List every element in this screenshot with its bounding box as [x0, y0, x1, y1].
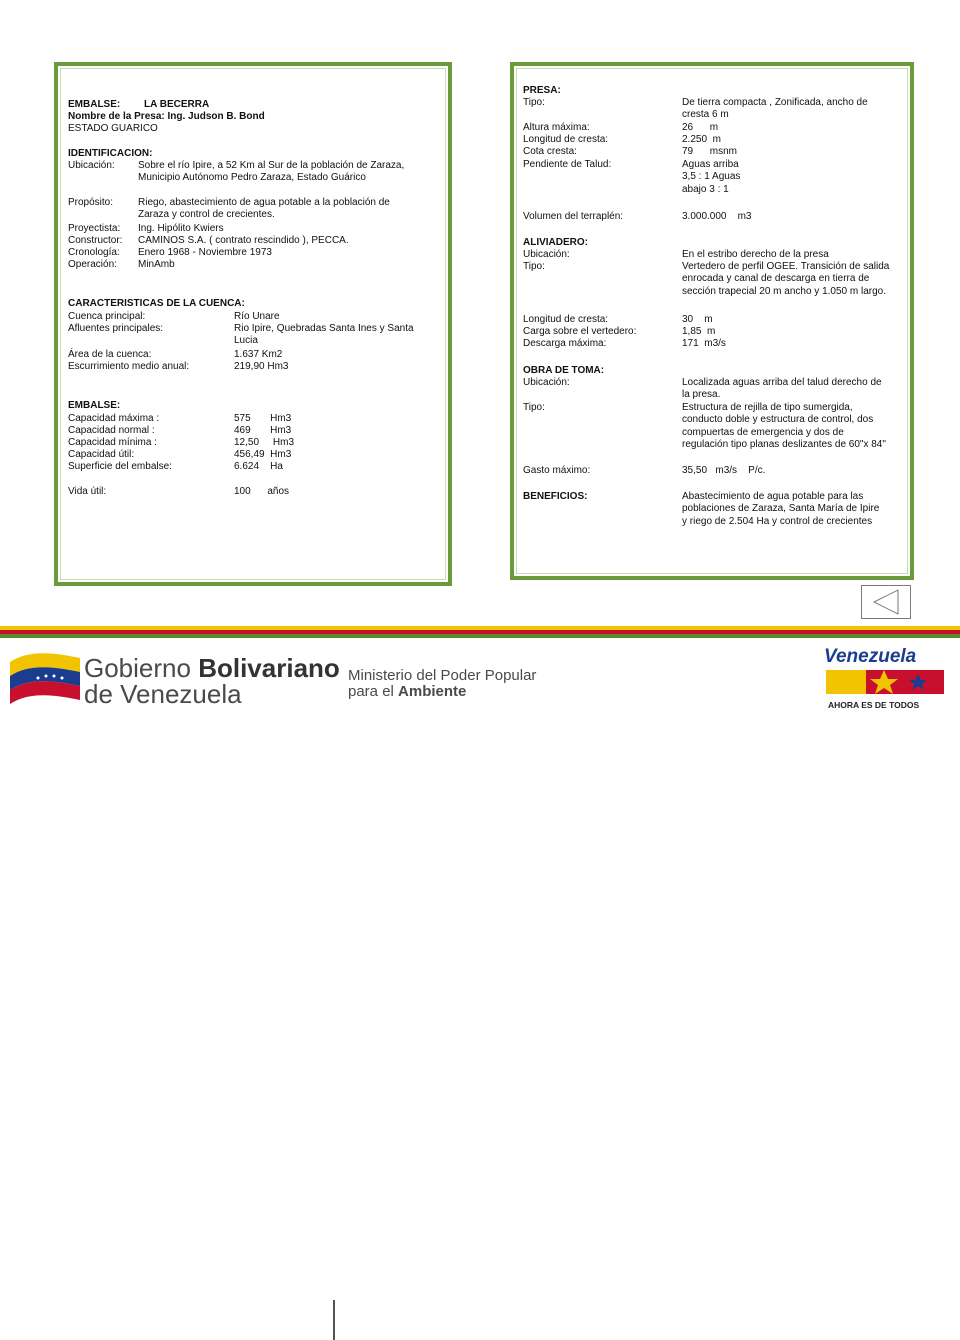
aliviadero-row-value: 30 m — [682, 314, 713, 325]
presa-row-label: Volumen del terraplén: — [523, 211, 624, 222]
venezuela-logo-text: Venezuela — [824, 646, 917, 667]
ministerio-line1: Ministerio del Poder Popular — [348, 667, 537, 684]
presa-row-value: 3.000.000 m3 — [682, 211, 752, 222]
toma-row-value: 35,50 m3/s P/c. — [682, 465, 766, 476]
ministerio-ambiente: Ambiente — [398, 683, 467, 700]
triangle-left-icon — [862, 586, 910, 618]
toma-row-label: Tipo: — [523, 402, 545, 413]
embalse-row-value: 575 Hm3 — [234, 413, 292, 424]
embalse-row-label: Capacidad útil: — [68, 449, 135, 460]
constructor-label: Constructor: — [68, 235, 123, 246]
aliviadero-row-value: En el estribo derecho de la presa — [682, 249, 829, 260]
aliviadero-row-label: Longitud de cresta: — [523, 314, 609, 325]
aliviadero-row-value: 1,85 m — [682, 326, 716, 337]
embalse-row-value: 12,50 Hm3 — [234, 437, 295, 448]
toma-row-label: Gasto máximo: — [523, 465, 591, 476]
beneficios-title: BENEFICIOS: — [523, 491, 588, 502]
proposito-value: Riego, abastecimiento de agua potable a la población de Zaraza y control de crecientes. — [138, 197, 390, 221]
ubicacion-label: Ubicación: — [68, 160, 115, 171]
cuenca-row-value: 1.637 Km2 — [234, 349, 283, 360]
gobierno-line1 — [84, 654, 340, 682]
star-stripes-icon — [826, 668, 944, 696]
proposito-label: Propósito: — [68, 197, 114, 208]
cuenca-row-label: Afluentes principales: — [68, 323, 164, 334]
aliviadero-row-label: Descarga máxima: — [523, 338, 607, 349]
stripe-green — [0, 634, 960, 638]
cuenca-title: CARACTERISTICAS DE LA CUENCA: — [68, 298, 245, 309]
embalse-label: EMBALSE: — [68, 99, 121, 110]
left-info-card — [54, 62, 452, 586]
aliviadero-row-label: Carga sobre el vertedero: — [523, 326, 637, 337]
cronologia-value: Enero 1968 - Noviembre 1973 — [138, 247, 272, 258]
cuenca-row-value: Rio Ipire, Quebradas Santa Ines y Santa Lucia — [234, 323, 414, 347]
cuenca-row-value: 219,90 Hm3 — [234, 361, 289, 372]
ministerio-pre: para el — [348, 683, 394, 700]
footer-bar — [0, 640, 960, 720]
cuenca-row-label: Área de la cuenca: — [68, 349, 152, 360]
previous-slide-button[interactable] — [861, 585, 911, 619]
state-name: ESTADO GUARICO — [68, 123, 158, 134]
toma-title: OBRA DE TOMA: — [523, 365, 605, 376]
embalse-row-value: 469 Hm3 — [234, 425, 292, 436]
presa-row-value: De tierra compacta , Zonificada, ancho de cresta 6 m — [682, 97, 868, 121]
toma-row-label: Ubicación: — [523, 377, 570, 388]
dam-name: Nombre de la Presa: Ing. Judson B. Bond — [68, 111, 265, 122]
embalse-row-value: 456,49 Hm3 — [234, 449, 292, 460]
gobierno-line2: de Venezuela — [84, 679, 242, 709]
embalse-row-label: Capacidad mínima : — [68, 437, 157, 448]
presa-row-value: 2.250 m — [682, 134, 721, 145]
embalse-row-label: Capacidad máxima : — [68, 413, 160, 424]
presa-row-value: 79 msnm — [682, 146, 738, 157]
proyectista-label: Proyectista: — [68, 223, 121, 234]
embalse-section-title: EMBALSE: — [68, 400, 121, 411]
presa-title: PRESA: — [523, 85, 561, 96]
operacion-value: MinAmb — [138, 259, 175, 270]
bolivariano-word: Bolivariano — [198, 653, 340, 683]
ubicacion-value: Sobre el río Ipire, a 52 Km al Sur de la población de Zaraza, Municipio Autónomo Pedro Zaraza, Estado Guárico — [138, 160, 405, 184]
toma-row-value: Estructura de rejilla de tipo sumergida, conducto doble y estructura de control, dos compuertas de emergencia y dos de regulación tipo planas deslizantes de 60"x 84" — [682, 402, 886, 451]
aliviadero-row-value: 171 m3/s — [682, 338, 726, 349]
venezuela-ahora-logo — [822, 646, 948, 714]
cronologia-label: Cronología: — [68, 247, 120, 258]
venezuela-flag-icon — [8, 648, 82, 712]
footer-divider — [333, 1300, 335, 1340]
cuenca-row-value: Río Unare — [234, 311, 280, 322]
presa-row-label: Cota cresta: — [523, 146, 577, 157]
aliviadero-row-value: Vertedero de perfil OGEE. Transición de salida enrocada y canal de descarga en tierra de sección trapecial 20 m ancho y 1.050 m largo. — [682, 261, 890, 297]
aliviadero-row-label: Ubicación: — [523, 249, 570, 260]
ministerio-line2 — [348, 684, 466, 700]
toma-row-value: Localizada aguas arriba del talud derecho de la presa. — [682, 377, 882, 401]
embalse-row-label: Superficie del embalse: — [68, 461, 172, 472]
aliviadero-row-label: Tipo: — [523, 261, 545, 272]
beneficios-value: Abastecimiento de agua potable para las poblaciones de Zaraza, Santa María de Ipire y riego de 2.504 Ha y control de crecientes — [682, 491, 880, 527]
presa-row-value: Aguas arriba 3,5 : 1 Aguas abajo 3 : 1 — [682, 159, 741, 195]
embalse-value: LA BECERRA — [144, 99, 210, 110]
presa-row-label: Tipo: — [523, 97, 545, 108]
presa-row-label: Altura máxima: — [523, 122, 590, 133]
gobierno-word: Gobierno — [84, 653, 191, 683]
identificacion-title: IDENTIFICACION: — [68, 148, 153, 159]
operacion-label: Operación: — [68, 259, 117, 270]
proyectista-value: Ing. Hipólito Kwiers — [138, 223, 224, 234]
embalse-row-label: Capacidad normal : — [68, 425, 155, 436]
cuenca-row-label: Escurrimiento medio anual: — [68, 361, 190, 372]
presa-row-value: 26 m — [682, 122, 719, 133]
constructor-value: CAMINOS S.A. ( contrato rescindido ), PECCA. — [138, 235, 349, 246]
presa-row-label: Longitud de cresta: — [523, 134, 609, 145]
vida-util-label: Vida útil: — [68, 486, 107, 497]
cuenca-row-label: Cuenca principal: — [68, 311, 146, 322]
right-info-card — [510, 62, 914, 580]
venezuela-tagline: AHORA ES DE TODOS — [828, 700, 920, 710]
presa-row-label: Pendiente de Talud: — [523, 159, 612, 170]
embalse-row-value: 6.624 Ha — [234, 461, 283, 472]
vida-util-value: 100 años — [234, 486, 290, 497]
aliviadero-title: ALIVIADERO: — [523, 237, 588, 248]
